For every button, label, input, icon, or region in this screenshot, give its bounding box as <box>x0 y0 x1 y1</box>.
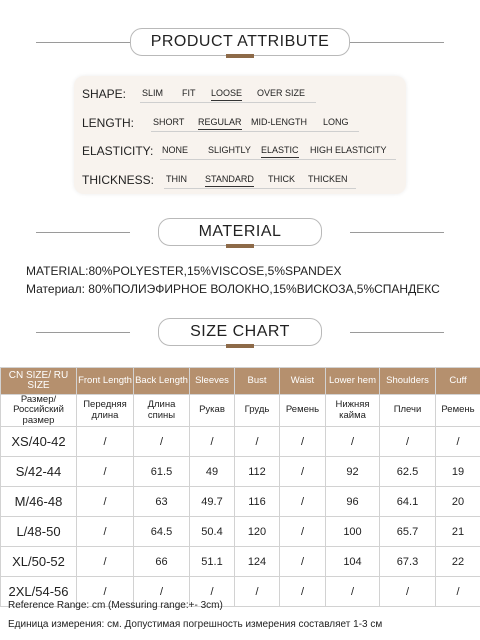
table-cell: / <box>380 427 436 457</box>
table-cell: / <box>77 517 134 547</box>
material-en-text: MATERIAL:80%POLYESTER,15%VISCOSE,5%SPANDEX <box>26 264 342 278</box>
table-cell: / <box>235 427 280 457</box>
column-header: Front Length <box>77 368 134 395</box>
table-cell: / <box>77 487 134 517</box>
attribute-option: OVER SIZE <box>257 88 306 98</box>
column-header-ru: Длина спины <box>134 395 190 427</box>
table-cell: 51.1 <box>190 547 235 577</box>
table-cell: 64.1 <box>380 487 436 517</box>
attribute-option: SLIM <box>142 88 164 98</box>
table-row <box>1 427 480 457</box>
measurement-unit-note-ru: Единица измерения: см. Допустимая погрешность измерения составляет 1-3 см <box>8 619 383 630</box>
column-header-ru: Передняя длина <box>77 395 134 427</box>
table-row <box>1 517 480 547</box>
table-cell: / <box>280 427 326 457</box>
attribute-option: HIGH ELASTICITY <box>310 145 387 155</box>
attribute-option: THICKEN <box>308 174 348 184</box>
section-title: SIZE CHART <box>158 318 322 346</box>
table-cell: / <box>134 577 190 607</box>
table-cell: / <box>280 517 326 547</box>
table-cell: / <box>436 427 480 457</box>
column-header-ru: Ремень <box>436 395 480 427</box>
table-cell: / <box>326 577 380 607</box>
column-header-ru: Нижняя кайма <box>326 395 380 427</box>
table-cell: 66 <box>134 547 190 577</box>
material-ru-text: Материал: 80%ПОЛИЭФИРНОЕ ВОЛОКНО,15%ВИСКОЗА,5%СПАНДЕКС <box>26 282 440 296</box>
table-cell: 49 <box>190 457 235 487</box>
divider-line <box>36 332 130 333</box>
column-header: Back Length <box>134 368 190 395</box>
divider-line <box>350 332 444 333</box>
column-header-ru: Рукав <box>190 395 235 427</box>
column-header-ru: Ремень <box>280 395 326 427</box>
size-cell: XS/40-42 <box>1 427 77 457</box>
table-cell: 61.5 <box>134 457 190 487</box>
option-baseline <box>151 131 359 132</box>
column-header: Shoulders <box>380 368 436 395</box>
table-cell: 20 <box>436 487 480 517</box>
table-cell: 21 <box>436 517 480 547</box>
attribute-option-selected: REGULAR <box>198 117 242 127</box>
attribute-label: ELASTICITY: <box>82 144 154 158</box>
attribute-option-selected: ELASTIC <box>261 145 299 155</box>
table-cell: / <box>190 577 235 607</box>
table-cell: 120 <box>235 517 280 547</box>
table-cell: 50.4 <box>190 517 235 547</box>
divider-line <box>350 232 444 233</box>
attribute-option: FIT <box>182 88 196 98</box>
table-cell: 64.5 <box>134 517 190 547</box>
attribute-row-thickness <box>74 170 406 190</box>
table-cell: 65.7 <box>380 517 436 547</box>
attribute-label: LENGTH: <box>82 116 135 130</box>
size-cell: M/46-48 <box>1 487 77 517</box>
column-header: CN SIZE/ RU SIZE <box>1 368 77 395</box>
size-cell: 2XL/54-56 <box>1 577 77 607</box>
table-cell: 62.5 <box>380 457 436 487</box>
attribute-option: SHORT <box>153 117 185 127</box>
table-cell: 49.7 <box>190 487 235 517</box>
column-header: Cuff <box>436 368 480 395</box>
table-cell: / <box>77 457 134 487</box>
attribute-option: THICK <box>268 174 295 184</box>
table-cell: / <box>280 547 326 577</box>
table-cell: / <box>280 577 326 607</box>
size-cell: XL/50-52 <box>1 547 77 577</box>
size-cell: L/48-50 <box>1 517 77 547</box>
attribute-option-selected: STANDARD <box>205 174 254 184</box>
table-cell: / <box>280 487 326 517</box>
column-header-ru: Плечи <box>380 395 436 427</box>
column-header-ru: Размер/ Российский размер <box>1 395 77 427</box>
column-header-ru: Грудь <box>235 395 280 427</box>
attribute-option: SLIGHTLY <box>208 145 251 155</box>
divider-line <box>350 42 444 43</box>
table-cell: 112 <box>235 457 280 487</box>
title-accent-bar <box>226 244 254 248</box>
table-row <box>1 487 480 517</box>
table-cell: / <box>77 577 134 607</box>
table-cell: 100 <box>326 517 380 547</box>
attribute-option: LONG <box>323 117 349 127</box>
title-accent-bar <box>226 344 254 348</box>
table-cell: / <box>77 427 134 457</box>
attribute-row-shape <box>74 84 406 104</box>
table-row <box>1 457 480 487</box>
table-cell: 96 <box>326 487 380 517</box>
table-cell: / <box>280 457 326 487</box>
attribute-row-length <box>74 113 406 133</box>
option-baseline <box>140 102 316 103</box>
size-chart-header <box>0 318 480 348</box>
title-accent-bar <box>226 54 254 58</box>
table-ru-header-row <box>1 395 480 427</box>
table-cell: 104 <box>326 547 380 577</box>
column-header: Bust <box>235 368 280 395</box>
table-cell: 19 <box>436 457 480 487</box>
table-cell: 63 <box>134 487 190 517</box>
table-cell: 124 <box>235 547 280 577</box>
table-cell: 92 <box>326 457 380 487</box>
attribute-option: THIN <box>166 174 187 184</box>
table-cell: / <box>235 577 280 607</box>
table-cell: / <box>326 427 380 457</box>
table-cell: / <box>380 577 436 607</box>
reference-range-note: Reference Range: cm (Messuring range:+- 3cm) <box>8 600 223 611</box>
size-cell: S/42-44 <box>1 457 77 487</box>
section-title: PRODUCT ATTRIBUTE <box>130 28 350 56</box>
table-cell: / <box>77 547 134 577</box>
table-cell: 22 <box>436 547 480 577</box>
section-title: MATERIAL <box>158 218 322 246</box>
size-table <box>0 367 480 607</box>
divider-line <box>36 42 130 43</box>
option-baseline <box>160 159 396 160</box>
table-row <box>1 547 480 577</box>
attribute-option: NONE <box>162 145 189 155</box>
attribute-option-selected: LOOSE <box>211 88 243 98</box>
attribute-label: THICKNESS: <box>82 173 155 187</box>
table-cell: 67.3 <box>380 547 436 577</box>
table-header-row <box>1 368 480 395</box>
column-header: Waist <box>280 368 326 395</box>
attribute-option: MID-LENGTH <box>251 117 307 127</box>
column-header: Lower hem <box>326 368 380 395</box>
table-cell: / <box>190 427 235 457</box>
table-cell: / <box>436 577 480 607</box>
product-attribute-header <box>0 28 480 58</box>
attribute-row-elasticity <box>74 141 406 161</box>
table-cell: / <box>134 427 190 457</box>
material-header <box>0 218 480 248</box>
table-cell: 116 <box>235 487 280 517</box>
column-header: Sleeves <box>190 368 235 395</box>
attribute-panel <box>74 76 406 194</box>
option-baseline <box>164 188 356 189</box>
attribute-label: SHAPE: <box>82 87 127 101</box>
divider-line <box>36 232 130 233</box>
